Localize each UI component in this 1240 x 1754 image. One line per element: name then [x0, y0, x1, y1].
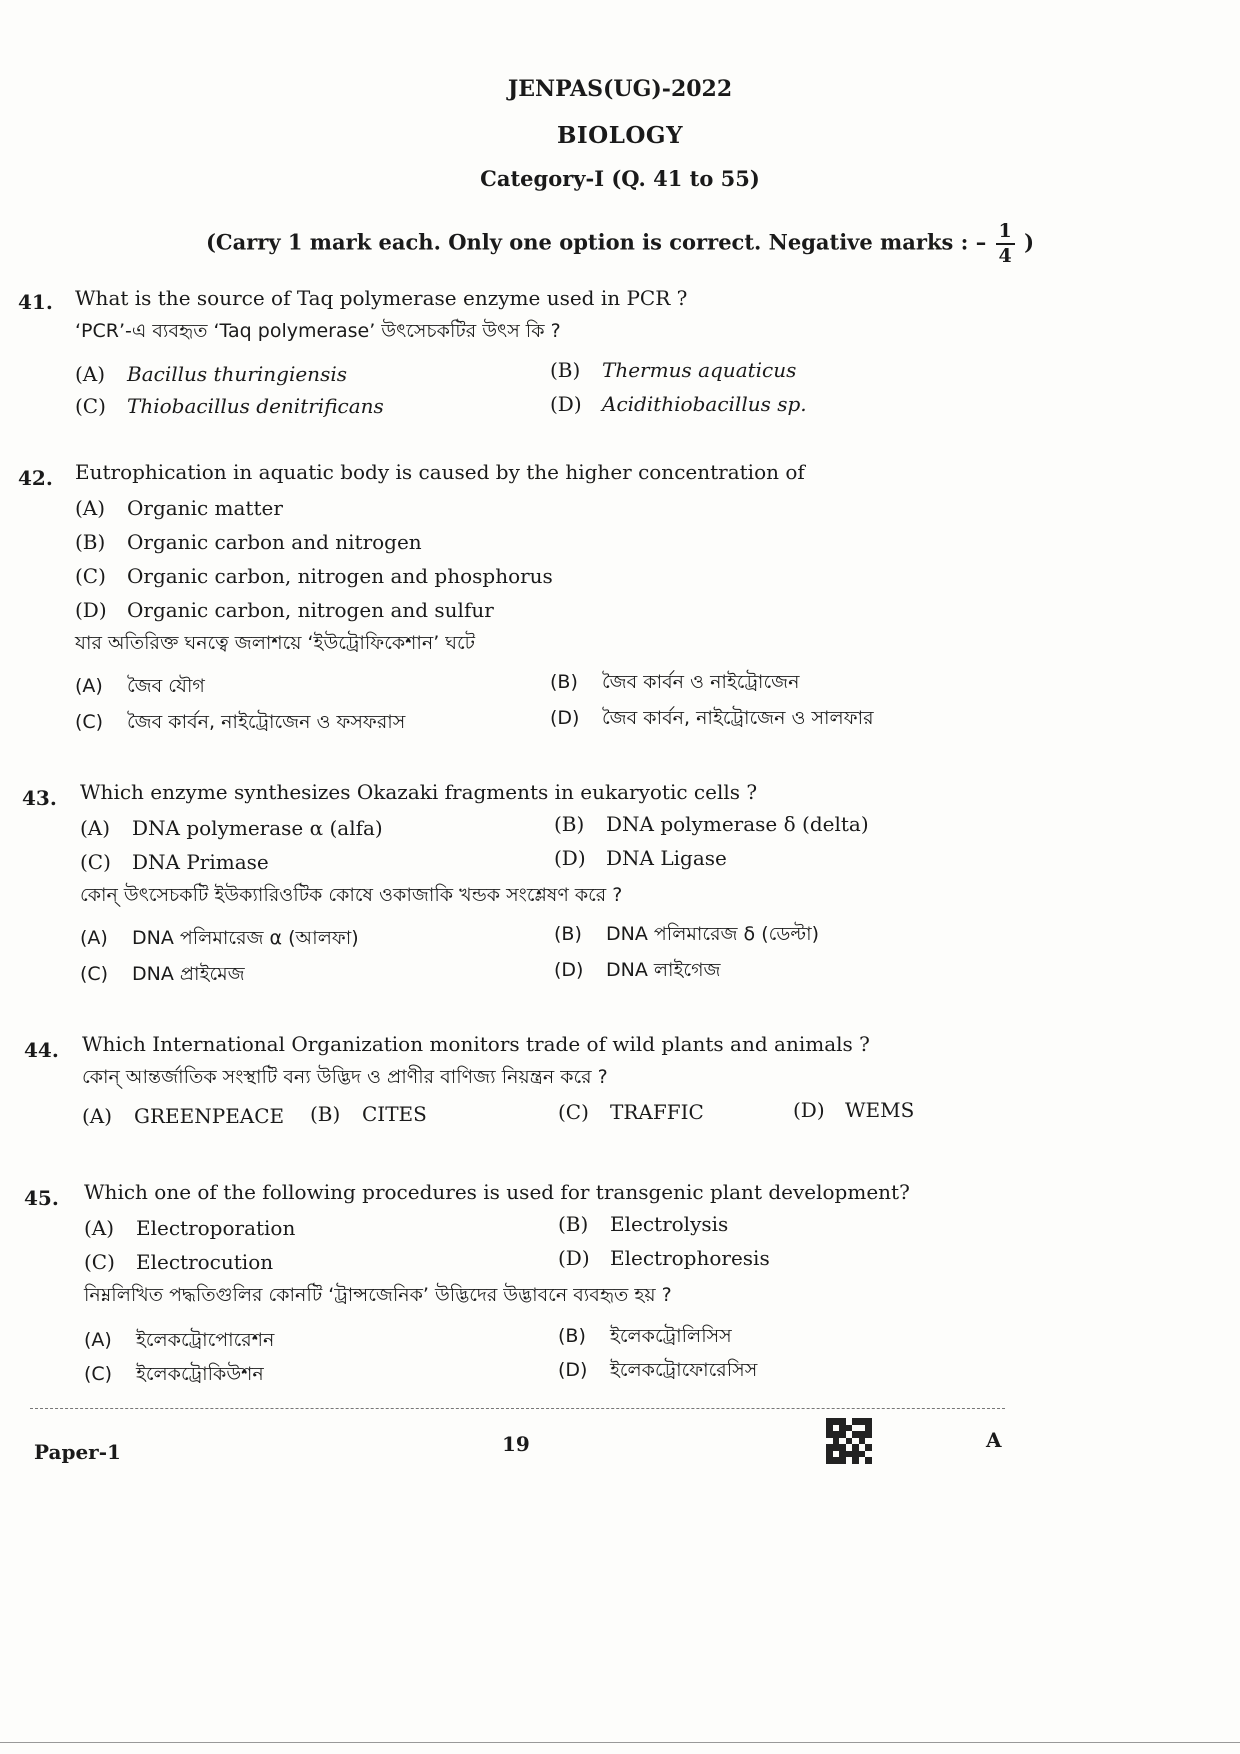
option-text: Electroporation: [136, 1216, 296, 1240]
option-a: [75, 362, 347, 386]
option-text: ইলেকট্রোপোরেশন: [136, 1329, 275, 1351]
option-text: DNA polymerase δ (delta): [606, 812, 869, 836]
option-text: Organic matter: [127, 496, 283, 520]
option-b: [554, 812, 869, 836]
option-label: (A): [80, 816, 111, 840]
option-label: (C): [75, 394, 106, 418]
option-text: ইলেকট্রোফোরেসিস: [610, 1359, 758, 1381]
footer-divider: [30, 1408, 1005, 1409]
page-number: 19: [502, 1432, 530, 1456]
option-label: (B): [75, 530, 106, 554]
option-d-bn: [550, 704, 874, 736]
option-a: [82, 1104, 284, 1128]
option-c-bn: [84, 1360, 264, 1392]
option-label: (A): [75, 675, 103, 697]
option-label: (A): [84, 1216, 115, 1240]
option-label: (B): [554, 812, 585, 836]
option-text: ইলেকট্রোলিসিস: [610, 1325, 732, 1347]
question-text-en: Which enzyme synthesizes Okazaki fragments in eukaryotic cells ?: [80, 780, 758, 804]
option-label: (C): [558, 1100, 589, 1124]
option-label: (D): [550, 392, 582, 416]
option-text: জৈব কার্বন ও নাইট্রোজেন: [602, 671, 800, 693]
option-text: ইলেকট্রোকিউশন: [136, 1363, 264, 1385]
option-text: DNA পলিমারেজ α (আলফা): [132, 927, 359, 949]
option-text: Electrophoresis: [610, 1246, 770, 1270]
option-label: (C): [80, 850, 111, 874]
option-label: (B): [550, 358, 581, 382]
instruction-prefix: (Carry 1 mark each. Only one option is correct. Negative marks : –: [205, 229, 987, 255]
negative-mark-fraction: [996, 222, 1015, 266]
option-a: [84, 1216, 295, 1240]
question-text-en: What is the source of Taq polymerase enzyme used in PCR ?: [75, 286, 688, 310]
option-label: (A): [80, 927, 108, 949]
option-label: (D): [554, 846, 586, 870]
option-a-bn: [84, 1326, 274, 1358]
option-label: (A): [84, 1329, 112, 1351]
fraction-numerator: 1: [996, 222, 1015, 245]
option-text: TRAFFIC: [610, 1100, 704, 1124]
option-c: [84, 1250, 273, 1274]
question-text-bn: ‘PCR’-এ ব্যবহৃত ‘Taq polymerase’ উৎসেচকটির উৎস কি ?: [75, 320, 561, 342]
question-text-bn: কোন্ উৎসেচকটি ইউক্যারিওটিক কোষে ওকাজাকি খন্ডক সংশ্লেষণ করে ?: [80, 884, 623, 906]
question-number: 41.: [18, 290, 53, 314]
option-text: DNA Primase: [132, 850, 269, 874]
option-label: (C): [75, 711, 104, 733]
option-a: [80, 816, 383, 840]
option-text: DNA Ligase: [606, 846, 727, 870]
option-b: [310, 1102, 427, 1126]
question-number: 42.: [18, 466, 53, 490]
option-label: (C): [84, 1363, 113, 1385]
option-label: (B): [558, 1325, 586, 1347]
subject-title: BIOLOGY: [556, 122, 683, 149]
option-a: [75, 496, 283, 520]
option-d: [793, 1098, 914, 1122]
option-text: GREENPEACE: [134, 1104, 285, 1128]
option-d: [550, 392, 807, 416]
qr-code-icon: [826, 1418, 872, 1464]
option-label: (D): [554, 959, 584, 981]
option-d-bn: [554, 956, 721, 988]
question-text-en: Which International Organization monitors trade of wild plants and animals ?: [82, 1032, 870, 1056]
option-d: [75, 598, 494, 622]
option-label: (D): [550, 707, 580, 729]
option-text: DNA পলিমারেজ δ (ডেল্টা): [606, 923, 820, 945]
page-bottom-edge: [0, 1742, 1240, 1743]
option-label: (B): [550, 671, 578, 693]
question-text-en: Eutrophication in aquatic body is caused by the higher concentration of: [75, 460, 805, 484]
question-text-en: Which one of the following procedures is used for transgenic plant development?: [84, 1180, 910, 1204]
option-text: জৈব কার্বন, নাইট্রোজেন ও ফসফরাস: [127, 711, 406, 733]
option-label: (D): [558, 1246, 590, 1270]
option-c: [75, 564, 553, 588]
option-text: জৈব যৌগ: [127, 675, 205, 697]
option-label: (B): [554, 923, 582, 945]
option-text: Acidithiobacillus sp.: [602, 392, 807, 416]
option-text: Electrocution: [136, 1250, 274, 1274]
option-label: (D): [558, 1359, 588, 1381]
option-label: (A): [75, 496, 106, 520]
option-c: [75, 394, 384, 418]
question-number: 45.: [24, 1186, 59, 1210]
option-text: WEMS: [845, 1098, 915, 1122]
option-label: (C): [75, 564, 106, 588]
option-text: DNA প্রাইমেজ: [132, 963, 245, 985]
option-text: DNA লাইগেজ: [606, 959, 721, 981]
option-text: Organic carbon, nitrogen and sulfur: [127, 598, 494, 622]
exam-title: JENPAS(UG)-2022: [507, 76, 733, 102]
option-b-bn: [558, 1322, 732, 1354]
option-label: (C): [84, 1250, 115, 1274]
option-text: Electrolysis: [610, 1212, 729, 1236]
option-b: [550, 358, 796, 382]
option-d: [554, 846, 727, 870]
category-title: Category-I (Q. 41 to 55): [480, 166, 760, 191]
set-code: A: [986, 1428, 1002, 1452]
option-a-bn: [80, 924, 359, 956]
option-b: [75, 530, 422, 554]
option-label: (A): [75, 362, 106, 386]
option-b-bn: [554, 920, 819, 952]
option-label: (B): [310, 1102, 341, 1126]
option-text: DNA polymerase α (alfa): [132, 816, 383, 840]
option-label: (A): [82, 1104, 113, 1128]
option-d-bn: [558, 1356, 757, 1388]
option-c: [558, 1100, 704, 1124]
option-label: (C): [80, 963, 109, 985]
option-text: জৈব কার্বন, নাইট্রোজেন ও সালফার: [602, 707, 874, 729]
option-text: Bacillus thuringiensis: [127, 362, 347, 386]
option-text: Organic carbon and nitrogen: [127, 530, 422, 554]
question-number: 44.: [24, 1038, 59, 1062]
question-text-bn: যার অতিরিক্ত ঘনত্বে জলাশয়ে ‘ইউট্রোফিকেশান’ ঘটে: [75, 632, 476, 654]
question-text-bn: কোন্ আন্তর্জাতিক সংস্থাটি বন্য উদ্ভিদ ও প্রাণীর বাণিজ্য নিয়ন্ত্রন করে ?: [82, 1066, 608, 1088]
option-text: CITES: [362, 1102, 427, 1126]
option-c: [80, 850, 269, 874]
option-label: (B): [558, 1212, 589, 1236]
option-label: (D): [793, 1098, 825, 1122]
option-text: Thermus aquaticus: [602, 358, 797, 382]
fraction-denominator: 4: [998, 245, 1012, 267]
paper-label: Paper-1: [34, 1440, 121, 1464]
question-text-bn: নিম্নলিখিত পদ্ধতিগুলির কোনটি ‘ট্রান্সজেনিক’ উদ্ভিদের উদ্ভাবনে ব্যবহৃত হয় ?: [84, 1284, 672, 1306]
marking-instruction: [0, 222, 1240, 266]
option-text: Organic carbon, nitrogen and phosphorus: [127, 564, 553, 588]
instruction-suffix: ): [1024, 229, 1034, 255]
option-b: [558, 1212, 728, 1236]
option-b-bn: [550, 668, 799, 700]
option-a-bn: [75, 672, 205, 704]
option-c-bn: [80, 960, 245, 992]
question-number: 43.: [22, 786, 57, 810]
option-text: Thiobacillus denitrificans: [127, 394, 384, 418]
option-label: (D): [75, 598, 107, 622]
option-d: [558, 1246, 770, 1270]
option-c-bn: [75, 708, 405, 740]
